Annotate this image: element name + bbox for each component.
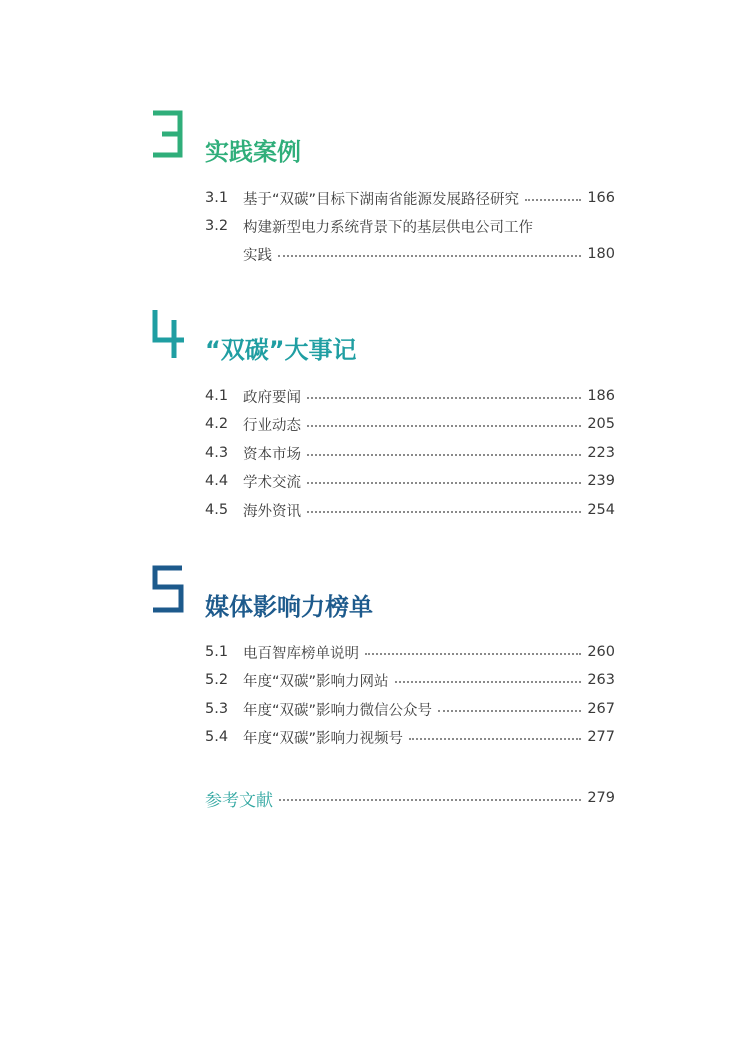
entry-number: 4.5: [205, 502, 229, 518]
toc-entry-4-5[interactable]: [205, 499, 615, 521]
entry-title: 学术交流: [243, 474, 301, 491]
entry-title: 政府要闻: [243, 389, 301, 406]
toc-entry-4-1[interactable]: [205, 385, 615, 407]
toc-entry-5-1[interactable]: [205, 641, 615, 663]
entry-number: 4.3: [205, 445, 229, 461]
entry-page: 180: [587, 246, 615, 262]
toc-entry-4-4[interactable]: [205, 470, 615, 492]
chapter-4-number-glyph: [150, 310, 186, 358]
toc-entry-3-2-continuation[interactable]: [243, 243, 615, 265]
leader-dots: [279, 799, 581, 801]
entry-title: 年度“双碳”影响力视频号: [243, 730, 404, 747]
references-title: 参考文献: [205, 790, 273, 811]
leader-dots: [525, 199, 581, 201]
entry-number: 5.4: [205, 729, 229, 745]
entry-title-continuation: 实践: [243, 247, 272, 264]
leader-dots: [307, 397, 581, 399]
entry-page: 260: [587, 644, 615, 660]
toc-entry-references[interactable]: [205, 786, 615, 810]
leader-dots: [307, 482, 581, 484]
entry-page: 254: [587, 502, 615, 518]
leader-dots: [278, 255, 581, 257]
toc-entry-5-2[interactable]: [205, 669, 615, 691]
chapter-3-number-glyph: [150, 110, 186, 158]
toc-entry-5-4[interactable]: [205, 726, 615, 748]
entry-page: 239: [587, 473, 615, 489]
entry-page: 205: [587, 416, 615, 432]
entry-number: 3.1: [205, 190, 229, 206]
leader-dots: [438, 710, 581, 712]
toc-entry-3-1[interactable]: [205, 187, 615, 209]
entry-title: 基于“双碳”目标下湖南省能源发展路径研究: [243, 191, 520, 208]
entry-title: 资本市场: [243, 446, 301, 463]
entry-number: 4.1: [205, 388, 229, 404]
chapter-5-number-glyph: [150, 565, 186, 613]
toc-entry-5-3[interactable]: [205, 698, 615, 720]
entry-number: 5.3: [205, 701, 229, 717]
leader-dots: [307, 425, 581, 427]
leader-dots: [395, 681, 582, 683]
entry-title: 构建新型电力系统背景下的基层供电公司工作: [243, 219, 533, 236]
leader-dots: [307, 454, 581, 456]
entry-number: 5.2: [205, 672, 229, 688]
entry-title: 年度“双碳”影响力微信公众号: [243, 702, 433, 719]
chapter-3-title: 实践案例: [205, 138, 301, 166]
chapter-5-title: 媒体影响力榜单: [205, 593, 373, 621]
leader-dots: [409, 738, 581, 740]
leader-dots: [365, 653, 581, 655]
entry-title: 电百智库榜单说明: [243, 645, 359, 662]
toc-entry-4-2[interactable]: [205, 413, 615, 435]
entry-page: 277: [587, 729, 615, 745]
entry-page: 267: [587, 701, 615, 717]
entry-page: 186: [587, 388, 615, 404]
entry-number: 5.1: [205, 644, 229, 660]
entry-page: 166: [587, 190, 615, 206]
entry-title: 年度“双碳”影响力网站: [243, 673, 389, 690]
entry-number: 4.2: [205, 416, 229, 432]
entry-page: 223: [587, 445, 615, 461]
leader-dots: [307, 511, 581, 513]
entry-title: 海外资讯: [243, 503, 301, 520]
references-page: 279: [587, 790, 615, 806]
chapter-4-title: “双碳”大事记: [205, 336, 357, 364]
entry-number: 3.2: [205, 218, 229, 234]
entry-title: 行业动态: [243, 417, 301, 434]
toc-entry-3-2[interactable]: [205, 215, 615, 237]
entry-number: 4.4: [205, 473, 229, 489]
entry-page: 263: [587, 672, 615, 688]
toc-entry-4-3[interactable]: [205, 442, 615, 464]
